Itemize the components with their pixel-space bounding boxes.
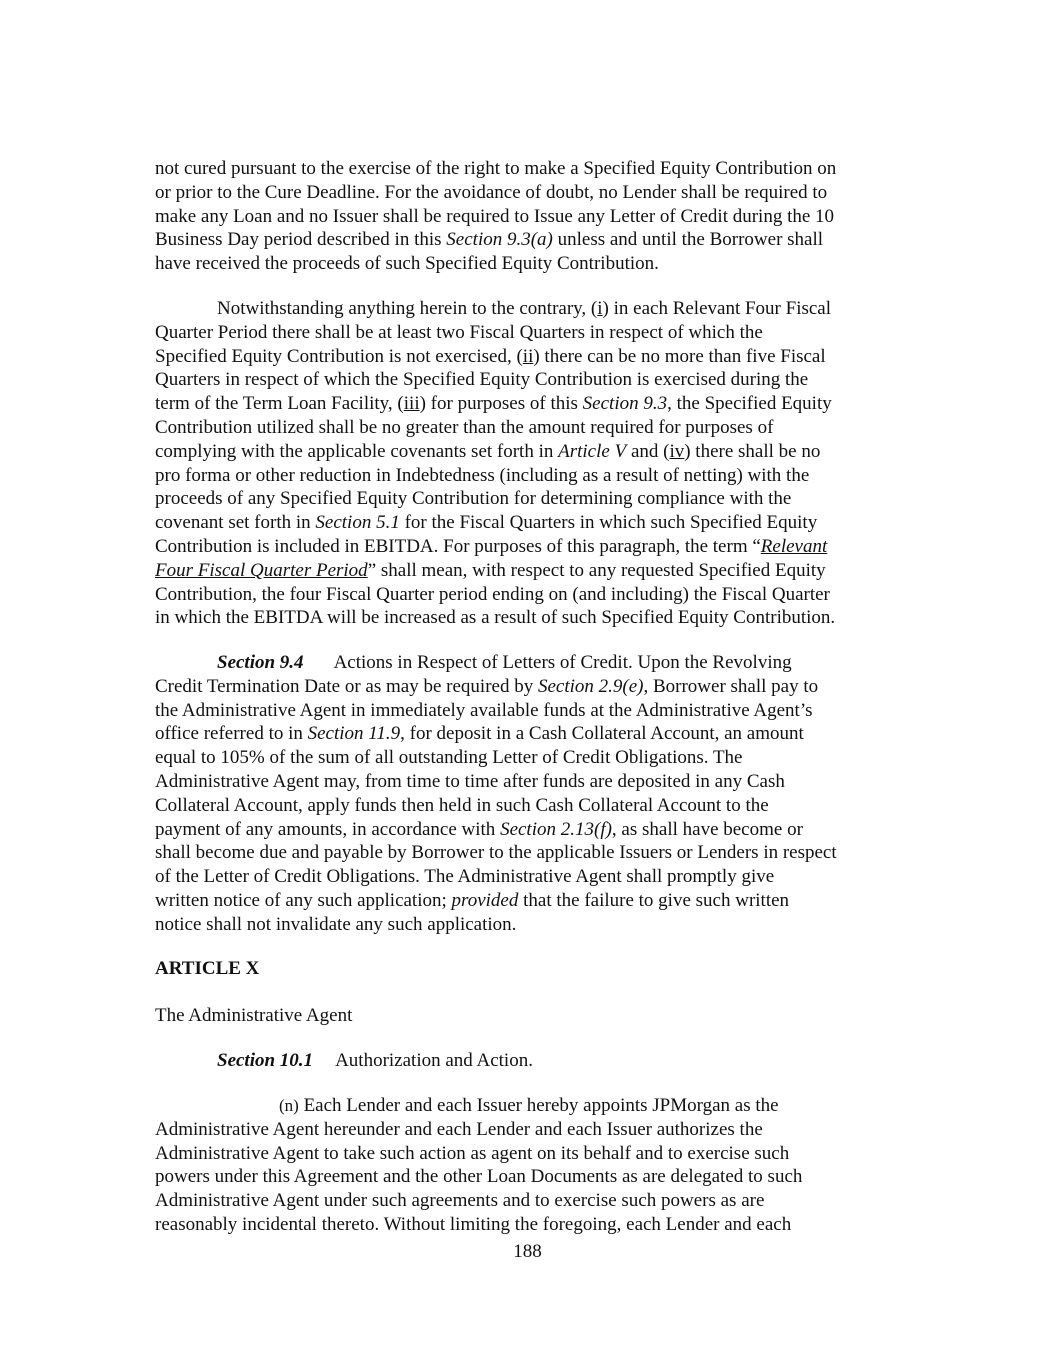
section-10-1-heading bbox=[155, 1049, 900, 1073]
text: complying with the applicable covenants set forth in bbox=[155, 440, 559, 462]
text-line: reasonably incidental thereto. Without limiting the foregoing, each Lender and each bbox=[155, 1213, 792, 1235]
text: ” shall mean, with respect to any requested Specified Equity bbox=[367, 559, 826, 581]
text: unless and until the Borrower shall bbox=[552, 229, 824, 251]
text-line bbox=[155, 651, 900, 675]
text-line: make any Loan and no Issuer shall be required to Issue any Letter of Credit during the 10 bbox=[155, 205, 835, 227]
text: Specified Equity Contribution is not exercised, ( bbox=[155, 345, 523, 367]
paragraph-cure-continuation bbox=[155, 157, 900, 276]
text: office referred to in bbox=[155, 723, 308, 745]
section-reference: Section 2.9(e) bbox=[537, 675, 644, 697]
text-line: powers under this Agreement and the other Loan Documents as are delegated to such bbox=[155, 1166, 803, 1188]
text-line bbox=[155, 440, 900, 464]
text: Each Lender and each Issuer hereby appoints JPMorgan as the bbox=[303, 1095, 779, 1116]
clause-marker: iii bbox=[403, 393, 420, 415]
text-line bbox=[155, 297, 900, 321]
defined-term: Relevant bbox=[760, 535, 828, 557]
text-line: the Administrative Agent in immediately available funds at the Administrative Agent’s bbox=[155, 699, 813, 721]
text-line: Administrative Agent hereunder and each Lender and each Issuer authorizes the bbox=[155, 1118, 763, 1140]
text: Business Day period described in this bbox=[155, 229, 447, 251]
article-reference: Article V bbox=[558, 440, 627, 462]
text-line: pro forma or other reduction in Indebtedness (including as a result of netting) with the bbox=[155, 464, 810, 486]
text-line: not cured pursuant to the exercise of the right to make a Specified Equity Contribution on bbox=[155, 158, 837, 179]
section-title: Authorization and Action. bbox=[335, 1050, 533, 1071]
text: that the failure to give such written bbox=[518, 889, 790, 911]
text-line bbox=[155, 675, 900, 699]
text: term of the Term Loan Facility, ( bbox=[155, 393, 404, 415]
text: Notwithstanding anything herein to the contrary, ( bbox=[217, 298, 598, 319]
text-line: of the Letter of Credit Obligations. The Administrative Agent shall promptly give bbox=[155, 866, 775, 888]
text-line bbox=[155, 1049, 900, 1073]
article-heading: ARTICLE X bbox=[155, 958, 260, 979]
text-line: in which the EBITDA will be increased as a result of such Specified Equity Contribution. bbox=[155, 607, 836, 629]
clause-marker: iv bbox=[669, 440, 685, 462]
text-line: or prior to the Cure Deadline. For the avoidance of doubt, no Lender shall be required to bbox=[155, 181, 828, 203]
text-line bbox=[155, 818, 900, 842]
text: Credit Termination Date or as may be required by bbox=[155, 675, 538, 697]
article-subheading: The Administrative Agent bbox=[155, 1005, 353, 1026]
section-reference: Section 11.9 bbox=[307, 723, 401, 745]
clause-label: (n) bbox=[279, 1096, 299, 1115]
section-reference: Section 9.3 bbox=[582, 393, 668, 415]
text: , for deposit in a Cash Collateral Account, an amount bbox=[400, 723, 804, 745]
text: ) there can be no more than five Fiscal bbox=[533, 345, 826, 367]
text-line: Contribution utilized shall be no greater than the amount required for purposes of bbox=[155, 416, 774, 438]
text: ) there shall be no bbox=[684, 440, 821, 462]
text-line bbox=[155, 535, 900, 559]
text: . Upon the Revolving bbox=[628, 652, 792, 673]
text: ) for purposes of this bbox=[419, 393, 583, 415]
text-line: Administrative Agent under such agreements and to exercise such powers as are bbox=[155, 1190, 765, 1212]
text: ) in each Relevant Four Fiscal bbox=[602, 298, 832, 319]
text-line bbox=[155, 1094, 900, 1118]
page-number: 188 bbox=[513, 1241, 542, 1262]
text-line: equal to 105% of the sum of all outstanding Letter of Credit Obligations. The bbox=[155, 747, 743, 769]
text: payment of any amounts, in accordance with bbox=[155, 818, 501, 840]
text: and ( bbox=[626, 440, 670, 462]
text: , Borrower shall pay to bbox=[643, 675, 819, 697]
text-line bbox=[155, 228, 900, 252]
emphasis-provided: provided bbox=[451, 889, 519, 911]
clause-marker: ii bbox=[522, 345, 534, 367]
paragraph-section-9-4 bbox=[155, 651, 900, 937]
text-line: proceeds of any Specified Equity Contribution for determining compliance with the bbox=[155, 488, 792, 510]
text-line: Quarters in respect of which the Specified Equity Contribution is exercised during the bbox=[155, 369, 809, 391]
text-line: Contribution, the four Fiscal Quarter period ending on (and including) the Fiscal Quarter bbox=[155, 583, 830, 605]
paragraph-10-1-n bbox=[155, 1094, 900, 1237]
text-line bbox=[155, 345, 900, 369]
section-number: Section 10.1 bbox=[217, 1050, 314, 1071]
text-line: Collateral Account, apply funds then held in such Cash Collateral Account to the bbox=[155, 794, 769, 816]
text-line: Quarter Period there shall be at least two Fiscal Quarters in respect of which the bbox=[155, 321, 763, 343]
text-line: notice shall not invalidate any such application. bbox=[155, 913, 517, 935]
defined-term: Four Fiscal Quarter Period bbox=[155, 559, 368, 581]
text-line bbox=[155, 559, 900, 583]
text: covenant set forth in bbox=[155, 512, 316, 534]
text: written notice of any such application; bbox=[155, 889, 452, 911]
text-line: shall become due and payable by Borrower to the applicable Issuers or Lenders in respect bbox=[155, 842, 837, 864]
section-reference: Section 2.13(f) bbox=[500, 818, 612, 840]
section-number: Section 9.4 bbox=[217, 652, 304, 673]
text-line: have received the proceeds of such Specified Equity Contribution. bbox=[155, 253, 659, 275]
text: , as shall have become or bbox=[611, 818, 803, 840]
text-line bbox=[155, 889, 900, 913]
text: Contribution is included in EBITDA. For purposes of this paragraph, the term “ bbox=[155, 535, 761, 557]
text-line bbox=[155, 722, 900, 746]
section-reference: Section 9.3(a) bbox=[446, 229, 553, 251]
text: , the Specified Equity bbox=[667, 393, 832, 415]
paragraph-notwithstanding bbox=[155, 297, 900, 630]
section-title: Actions in Respect of Letters of Credit bbox=[333, 652, 628, 673]
text-line bbox=[155, 392, 900, 416]
section-reference: Section 5.1 bbox=[315, 512, 400, 534]
text: for the Fiscal Quarters in which such Specified Equity bbox=[399, 512, 818, 534]
text-line: Administrative Agent may, from time to time after funds are deposited in any Cash bbox=[155, 770, 785, 792]
clause-marker: i bbox=[597, 298, 603, 319]
text-line bbox=[155, 511, 900, 535]
text-line: Administrative Agent to take such action as agent on its behalf and to exercise such bbox=[155, 1142, 790, 1164]
